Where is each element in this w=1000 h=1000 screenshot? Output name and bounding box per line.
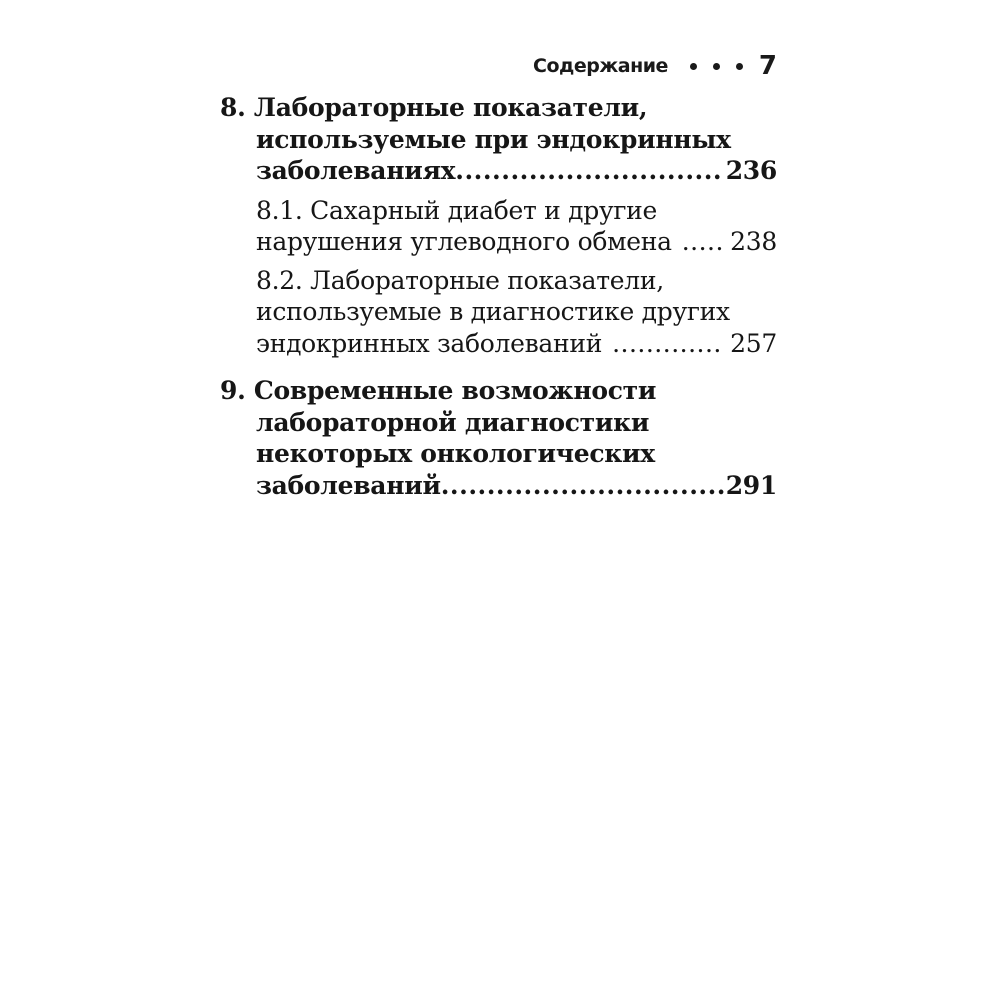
chapter-title-line: заболеваний	[256, 470, 441, 500]
section-number: 8.2.	[256, 265, 303, 295]
chapter-title-line: Современные возможности	[253, 376, 657, 405]
dot-leader	[602, 328, 722, 360]
dot-leader	[672, 226, 722, 258]
chapter-title-line: используемые при эндокринных	[256, 124, 731, 154]
toc-entry-line	[256, 296, 777, 328]
toc-entry-line	[220, 92, 777, 124]
toc-chapter-8	[220, 92, 777, 359]
chapter-number: 8.	[220, 93, 246, 122]
toc-entry-line	[220, 375, 777, 407]
section-title-line: Сахарный диабет и другие	[310, 195, 658, 225]
chapter-number: 9.	[220, 376, 246, 405]
toc-entry-line	[220, 470, 777, 502]
table-of-contents	[220, 92, 777, 501]
toc-entry-line	[220, 438, 777, 470]
toc-entry-line	[256, 195, 777, 227]
running-head	[220, 50, 777, 82]
dot-leader	[441, 470, 724, 502]
toc-entry-line	[256, 328, 777, 360]
chapter-title-line: лабораторной диагностики	[256, 407, 650, 437]
toc-chapter-9	[220, 375, 777, 501]
toc-page-number: 257	[730, 328, 777, 358]
bullet-dot	[690, 63, 697, 70]
toc-section-8-2	[220, 265, 777, 360]
toc-entry-line	[220, 155, 777, 187]
bullet-dot	[713, 63, 720, 70]
toc-entry-line	[220, 124, 777, 156]
section-title-line: используемые в диагностике других	[256, 297, 730, 326]
section-title-line: эндокринных заболеваний	[256, 328, 603, 358]
toc-entry-line	[256, 265, 777, 297]
toc-page-number: 236	[725, 156, 777, 185]
page-number: 7	[758, 51, 777, 81]
chapter-title-line: заболеваниях	[256, 156, 456, 185]
dot-leader	[455, 155, 723, 187]
toc-page-number: 238	[730, 227, 777, 256]
toc-section-8-1	[220, 195, 777, 258]
section-number: 8.1.	[256, 195, 303, 225]
bullet-dot	[736, 63, 743, 70]
toc-page-number: 291	[725, 470, 777, 500]
toc-entry-line	[256, 226, 777, 258]
chapter-title-line: некоторых онкологических	[256, 439, 655, 468]
section-title-line: Лабораторные показатели,	[310, 265, 664, 295]
chapter-title-line: Лабораторные показатели,	[253, 93, 648, 122]
section-title-line: нарушения углеводного обмена	[256, 227, 672, 256]
running-head-title: Содержание	[533, 55, 668, 77]
toc-entry-line	[220, 407, 777, 439]
running-head-bullets	[690, 63, 743, 70]
